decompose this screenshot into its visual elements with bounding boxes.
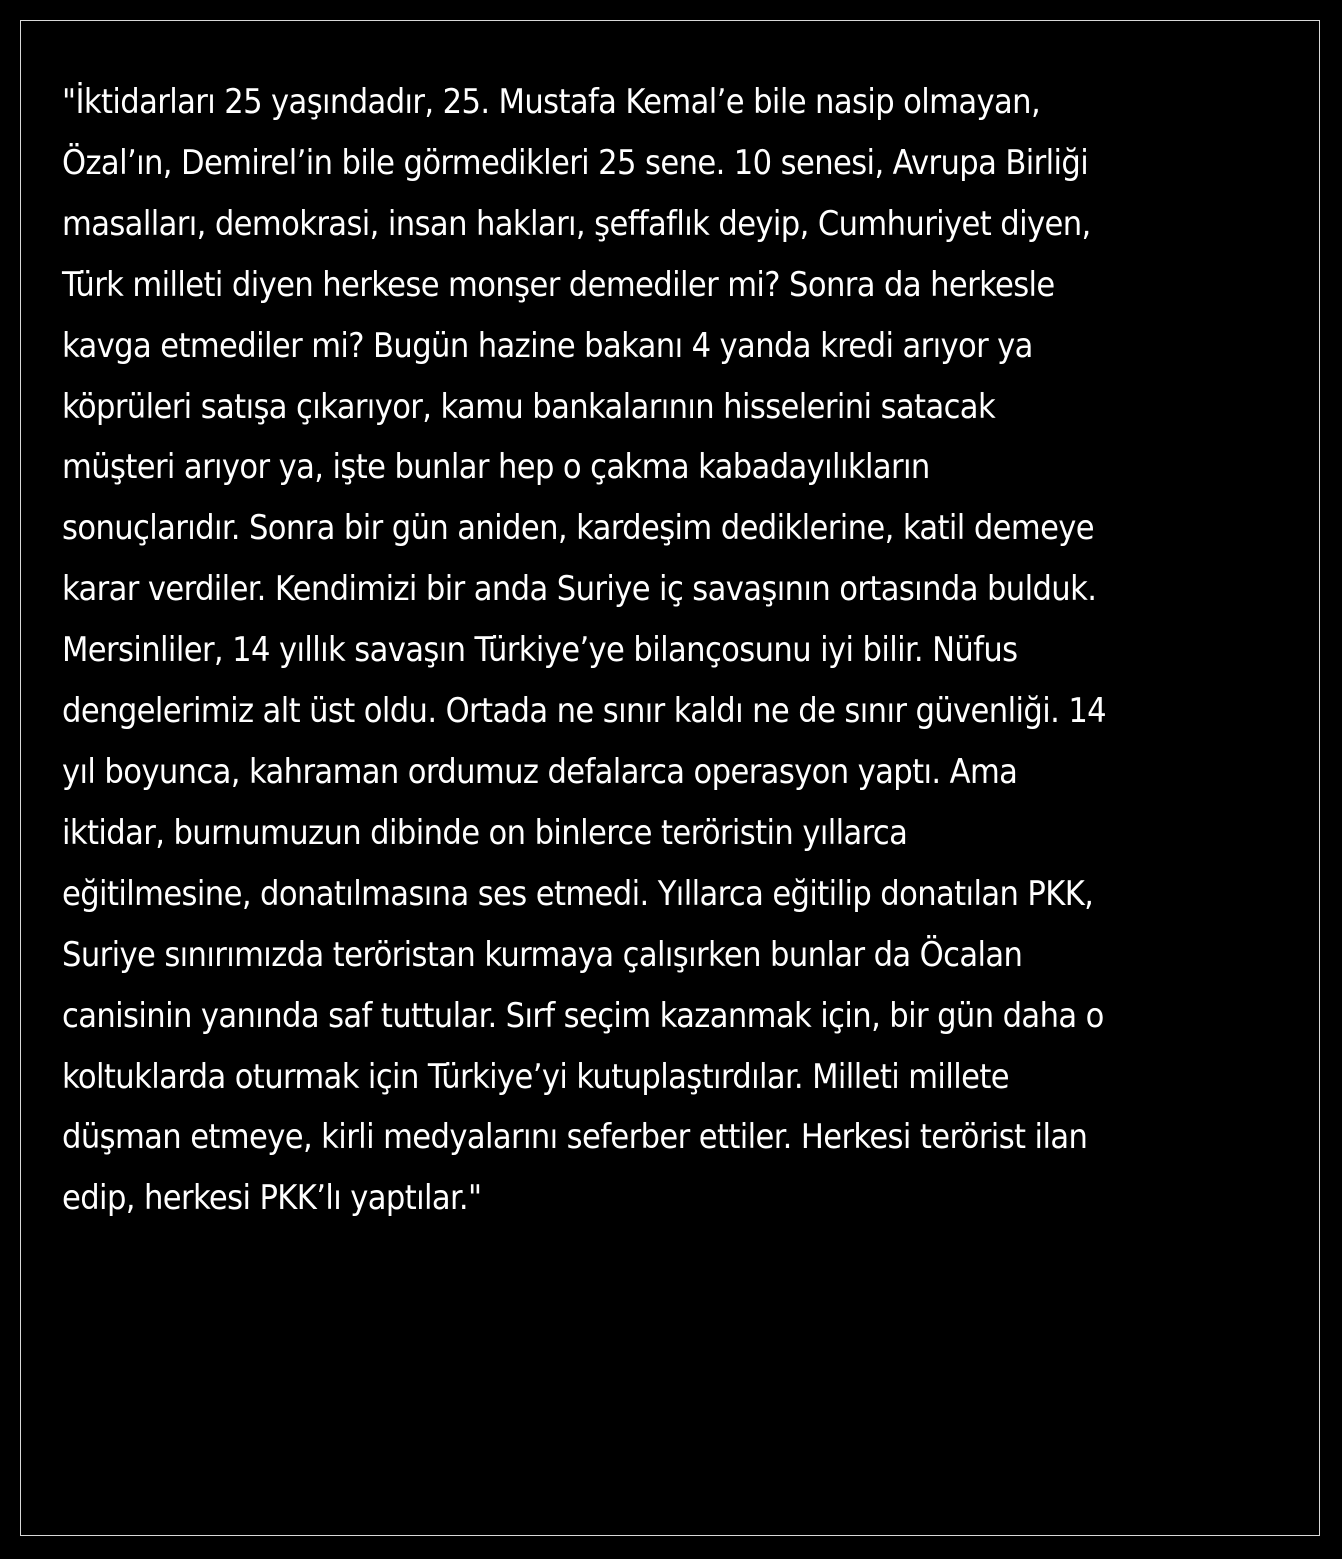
quote-line: edip, herkesi PKK’lı yaptılar.": [62, 1178, 482, 1219]
quote-line: karar verdiler. Kendimizi bir anda Suriye iç savaşının ortasında bulduk.: [62, 569, 1097, 610]
quote-line: Türk milleti diyen herkese monşer demediler mi? Sonra da herkesle: [62, 264, 1055, 305]
quote-line: düşman etmeye, kirli medyalarını seferber ettiler. Herkesi terörist ilan: [62, 1117, 1088, 1158]
quote-line: iktidar, burnumuzun dibinde on binlerce teröristin yıllarca: [62, 812, 908, 853]
quote-line: Özal’ın, Demirel’in bile görmedikleri 25 sene. 10 senesi, Avrupa Birliği: [62, 142, 1089, 183]
quote-line: koltuklarda oturmak için Türkiye’yi kutuplaştırdılar. Milleti millete: [62, 1056, 1009, 1097]
quote-line: masalları, demokrasi, insan hakları, şeffaflık deyip, Cumhuriyet diyen,: [62, 203, 1091, 244]
quote-line: dengelerimiz alt üst oldu. Ortada ne sınır kaldı ne de sınır güvenliği. 14: [62, 691, 1107, 732]
quote-line: Suriye sınırımızda teröristan kurmaya çalışırken bunlar da Öcalan: [62, 934, 1023, 975]
quote-line: canisinin yanında saf tuttular. Sırf seçim kazanmak için, bir gün daha o: [62, 995, 1104, 1036]
quote-line: köprüleri satışa çıkarıyor, kamu bankalarının hisselerini satacak: [62, 386, 996, 427]
quote-line: Mersinliler, 14 yıllık savaşın Türkiye’ye bilançosunu iyi bilir. Nüfus: [62, 630, 1018, 671]
quote-line: kavga etmediler mi? Bugün hazine bakanı 4 yanda kredi arıyor ya: [62, 325, 1033, 366]
quote-line: eğitilmesine, donatılmasına ses etmedi. Yıllarca eğitilip donatılan PKK,: [62, 873, 1094, 914]
quote-line: müşteri arıyor ya, işte bunlar hep o çakma kabadayılıkların: [62, 447, 930, 488]
quote-line: yıl boyunca, kahraman ordumuz defalarca operasyon yaptı. Ama: [62, 751, 1018, 792]
quote-line: "İktidarları 25 yaşındadır, 25. Mustafa Kemal’e bile nasip olmayan,: [62, 82, 1041, 122]
quote-text: [62, 72, 1106, 1229]
quote-line: sonuçlarıdır. Sonra bir gün aniden, kardeşim dediklerine, katil demeye: [62, 508, 1095, 549]
